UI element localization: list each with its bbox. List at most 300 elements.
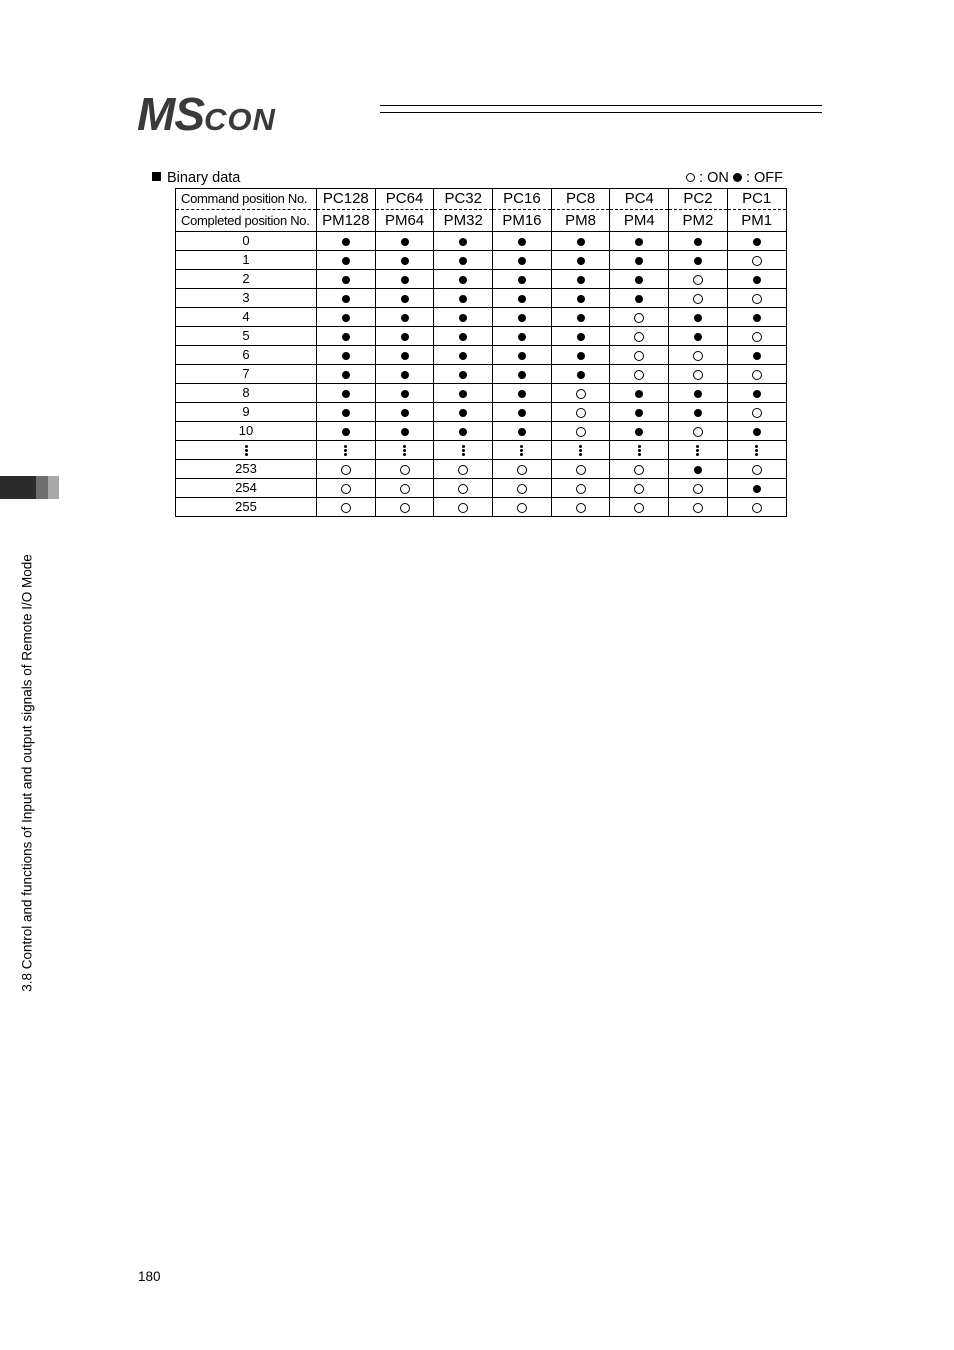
bit-cell [727,289,786,308]
table-row [176,251,787,270]
table-row [176,308,787,327]
bit-cell [493,498,552,517]
bit-cell [493,441,552,460]
off-circle-icon [694,466,702,474]
bit-cell [610,403,669,422]
bit-cell [669,384,728,403]
bit-cell [434,327,493,346]
table-row [176,270,787,289]
on-circle-icon [576,503,586,513]
bit-cell [610,327,669,346]
off-circle-icon [635,409,643,417]
row-label-cell: 8 [176,384,317,403]
bit-cell [551,346,610,365]
bit-cell [551,251,610,270]
on-circle-icon [634,370,644,380]
row-label-cell: 253 [176,460,317,479]
on-circle-icon [752,503,762,513]
off-circle-icon [753,352,761,360]
off-circle-icon [401,333,409,341]
bit-cell [317,346,376,365]
off-circle-icon [694,390,702,398]
bit-cell [375,346,434,365]
on-circle-icon [752,465,762,475]
off-circle-icon [401,238,409,246]
on-circle-icon [458,465,468,475]
off-circle-icon [401,352,409,360]
bit-cell [317,251,376,270]
bit-cell [493,365,552,384]
chapter-tab-mid [36,476,48,499]
bit-cell [375,365,434,384]
bit-cell [317,384,376,403]
row-label-cell: 4 [176,308,317,327]
bit-cell [434,460,493,479]
bit-cell [551,384,610,403]
off-circle-icon [401,428,409,436]
bit-cell [551,232,610,251]
on-circle-icon [400,465,410,475]
off-circle-icon [342,276,350,284]
vertical-ellipsis-icon [462,444,465,457]
bit-cell [493,479,552,498]
on-circle-icon [686,173,695,182]
table-row [176,460,787,479]
bit-cell [375,232,434,251]
on-circle-icon [458,503,468,513]
off-circle-icon [635,295,643,303]
bit-cell [434,403,493,422]
table-row [176,289,787,308]
table-row [176,441,787,460]
off-circle-icon [518,314,526,322]
bit-cell [610,270,669,289]
table-row [176,403,787,422]
legend-on-label: : ON [699,170,729,186]
off-circle-icon [577,276,585,284]
bit-cell [610,422,669,441]
header-command-cell: PC64 [375,189,434,210]
off-circle-icon [753,276,761,284]
bit-cell [317,327,376,346]
bit-cell [375,479,434,498]
header-command-cell: PC1 [727,189,786,210]
off-circle-icon [518,352,526,360]
bit-cell [669,327,728,346]
bit-cell [727,422,786,441]
off-circle-icon [342,314,350,322]
bit-cell [375,289,434,308]
off-circle-icon [635,428,643,436]
off-circle-icon [459,276,467,284]
on-circle-icon [693,484,703,494]
off-circle-icon [518,333,526,341]
header-completed-cell: PM32 [434,210,493,232]
off-circle-icon [459,371,467,379]
off-circle-icon [694,409,702,417]
on-circle-icon [458,484,468,494]
off-circle-icon [342,428,350,436]
bit-cell [669,365,728,384]
off-circle-icon [459,428,467,436]
bit-cell [669,441,728,460]
legend-off-label: : OFF [745,170,783,186]
row-label-cell: 7 [176,365,317,384]
bit-cell [317,289,376,308]
off-circle-icon [694,314,702,322]
section-title [152,170,240,186]
on-circle-icon [693,275,703,285]
off-circle-icon [342,352,350,360]
header-completed-cell: PM2 [669,210,728,232]
bit-cell [610,346,669,365]
off-circle-icon [518,409,526,417]
logo-text-con: CON [204,102,276,137]
table-row [176,327,787,346]
square-bullet-icon [152,172,161,181]
bit-cell [551,289,610,308]
header-completed-cell: PM16 [493,210,552,232]
off-circle-icon [753,314,761,322]
on-circle-icon [693,351,703,361]
bit-cell [727,346,786,365]
logo-text-ms: MS [137,88,204,140]
bit-cell [727,232,786,251]
off-circle-icon [694,238,702,246]
bit-cell [551,365,610,384]
bit-cell [434,479,493,498]
bit-cell [727,460,786,479]
bit-cell [434,270,493,289]
off-circle-icon [753,485,761,493]
off-circle-icon [753,428,761,436]
table-row [176,365,787,384]
off-circle-icon [459,238,467,246]
off-circle-icon [518,295,526,303]
on-circle-icon [576,484,586,494]
bit-cell [317,441,376,460]
off-circle-icon [342,238,350,246]
header-command-cell: PC128 [317,189,376,210]
bit-cell [317,460,376,479]
on-circle-icon [576,465,586,475]
bit-cell [317,498,376,517]
off-circle-icon [459,295,467,303]
off-circle-icon [635,238,643,246]
bit-cell [434,232,493,251]
bit-cell [610,441,669,460]
header-command-cell: PC8 [551,189,610,210]
section-title-text: Binary data [167,170,241,186]
bit-cell [610,365,669,384]
bit-cell [669,479,728,498]
header-label-command: Command position No. [176,189,317,210]
bit-cell [434,422,493,441]
header-completed-cell: PM128 [317,210,376,232]
bit-cell [551,403,610,422]
on-circle-icon [517,465,527,475]
table-row [176,498,787,517]
header-command-cell: PC16 [493,189,552,210]
bit-cell [375,270,434,289]
bit-cell [669,422,728,441]
off-circle-icon [577,371,585,379]
off-circle-icon [459,352,467,360]
on-circle-icon [634,332,644,342]
row-label-cell: 10 [176,422,317,441]
on-circle-icon [693,294,703,304]
vertical-ellipsis-icon [579,444,582,457]
bit-cell [551,498,610,517]
row-label-cell: 255 [176,498,317,517]
header-rule-bottom [380,112,822,113]
bit-cell [434,251,493,270]
chapter-side-text: 3.8 Control and functions of Input and output signals of Remote I/O Mode [19,554,35,992]
bit-cell [610,232,669,251]
bit-cell [375,251,434,270]
bit-cell [434,308,493,327]
bit-cell [493,422,552,441]
off-circle-icon [401,295,409,303]
bit-cell [434,346,493,365]
row-ellipsis-cell [176,441,317,460]
header-completed-cell: PM8 [551,210,610,232]
bit-cell [493,346,552,365]
bit-cell [610,308,669,327]
page-number: 180 [138,1269,161,1284]
bit-cell [727,403,786,422]
on-circle-icon [752,370,762,380]
bit-cell [727,384,786,403]
header-command-cell: PC4 [610,189,669,210]
row-label-cell: 3 [176,289,317,308]
header-completed-cell: PM1 [727,210,786,232]
header-row-completed [176,210,787,232]
on-circle-icon [634,465,644,475]
bit-cell [317,232,376,251]
bit-cell [669,270,728,289]
row-label-cell: 0 [176,232,317,251]
off-circle-icon [635,257,643,265]
bit-cell [317,308,376,327]
on-circle-icon [400,503,410,513]
header-row-command [176,189,787,210]
off-circle-icon [518,371,526,379]
bit-cell [727,479,786,498]
bit-cell [669,460,728,479]
off-circle-icon [518,276,526,284]
bit-cell [493,270,552,289]
on-circle-icon [752,332,762,342]
bit-cell [551,270,610,289]
vertical-ellipsis-icon [696,444,699,457]
bit-cell [375,384,434,403]
off-circle-icon [459,390,467,398]
off-circle-icon [401,390,409,398]
header-command-cell: PC2 [669,189,728,210]
on-circle-icon [634,503,644,513]
row-label-cell: 1 [176,251,317,270]
on-circle-icon [341,484,351,494]
on-circle-icon [752,294,762,304]
bit-cell [317,403,376,422]
table-row [176,384,787,403]
bit-cell [727,327,786,346]
off-circle-icon [342,409,350,417]
vertical-ellipsis-icon [245,444,248,457]
bit-cell [434,384,493,403]
on-circle-icon [576,427,586,437]
off-circle-icon [753,390,761,398]
off-circle-icon [753,238,761,246]
bit-cell [493,251,552,270]
on-circle-icon [576,389,586,399]
vertical-ellipsis-icon [344,444,347,457]
on-circle-icon [517,484,527,494]
bit-cell [727,441,786,460]
off-circle-icon [518,238,526,246]
bit-cell [493,403,552,422]
bit-cell [493,232,552,251]
legend [686,170,783,186]
bit-cell [317,479,376,498]
row-label-cell: 6 [176,346,317,365]
bit-cell [669,308,728,327]
table-row [176,346,787,365]
bit-cell [669,232,728,251]
bit-cell [669,251,728,270]
off-circle-icon [342,333,350,341]
vertical-ellipsis-icon [638,444,641,457]
chapter-tab-light [48,476,59,499]
on-circle-icon [576,408,586,418]
bit-cell [727,251,786,270]
bit-cell [375,498,434,517]
off-circle-icon [577,314,585,322]
table-row [176,232,787,251]
bit-cell [727,308,786,327]
off-circle-icon [577,295,585,303]
off-circle-icon [733,173,742,182]
bit-cell [669,498,728,517]
vertical-ellipsis-icon [755,444,758,457]
bit-cell [317,270,376,289]
bit-cell [610,251,669,270]
off-circle-icon [518,390,526,398]
bit-cell [610,479,669,498]
off-circle-icon [577,333,585,341]
off-circle-icon [401,276,409,284]
on-circle-icon [693,503,703,513]
on-circle-icon [400,484,410,494]
on-circle-icon [693,427,703,437]
vertical-ellipsis-icon [520,444,523,457]
bit-cell [375,460,434,479]
bit-cell [434,441,493,460]
bit-cell [551,327,610,346]
off-circle-icon [635,390,643,398]
bit-cell [669,403,728,422]
bit-cell [434,289,493,308]
bit-cell [610,460,669,479]
off-circle-icon [342,257,350,265]
on-circle-icon [752,408,762,418]
bit-cell [551,441,610,460]
vertical-ellipsis-icon [403,444,406,457]
row-label-cell: 254 [176,479,317,498]
mscon-logo [137,88,276,140]
bit-cell [375,327,434,346]
off-circle-icon [577,352,585,360]
off-circle-icon [635,276,643,284]
bit-cell [434,498,493,517]
bit-cell [375,441,434,460]
header-completed-cell: PM4 [610,210,669,232]
row-label-cell: 9 [176,403,317,422]
off-circle-icon [518,428,526,436]
off-circle-icon [518,257,526,265]
bit-cell [375,403,434,422]
bit-cell [727,270,786,289]
bit-cell [493,327,552,346]
bit-cell [317,365,376,384]
off-circle-icon [459,314,467,322]
bit-cell [493,308,552,327]
on-circle-icon [693,370,703,380]
bit-cell [669,289,728,308]
off-circle-icon [459,333,467,341]
off-circle-icon [577,238,585,246]
bit-cell [610,384,669,403]
off-circle-icon [401,409,409,417]
table-row [176,422,787,441]
bit-cell [317,422,376,441]
bit-cell [375,308,434,327]
off-circle-icon [459,409,467,417]
off-circle-icon [694,333,702,341]
row-label-cell: 5 [176,327,317,346]
header-label-completed: Completed position No. [176,210,317,232]
on-circle-icon [634,313,644,323]
bit-cell [669,346,728,365]
bit-cell [551,308,610,327]
off-circle-icon [577,257,585,265]
bit-cell [493,460,552,479]
header-command-cell: PC32 [434,189,493,210]
on-circle-icon [517,503,527,513]
bit-cell [551,460,610,479]
off-circle-icon [342,390,350,398]
bit-cell [727,498,786,517]
bit-cell [434,365,493,384]
bit-cell [551,422,610,441]
bit-cell [375,422,434,441]
off-circle-icon [401,314,409,322]
bit-cell [493,384,552,403]
off-circle-icon [401,371,409,379]
on-circle-icon [634,351,644,361]
bit-cell [493,289,552,308]
off-circle-icon [342,371,350,379]
off-circle-icon [459,257,467,265]
bit-cell [610,498,669,517]
bit-cell [551,479,610,498]
row-label-cell: 2 [176,270,317,289]
bit-cell [727,365,786,384]
on-circle-icon [752,256,762,266]
chapter-tab-dark [0,476,36,499]
on-circle-icon [341,465,351,475]
